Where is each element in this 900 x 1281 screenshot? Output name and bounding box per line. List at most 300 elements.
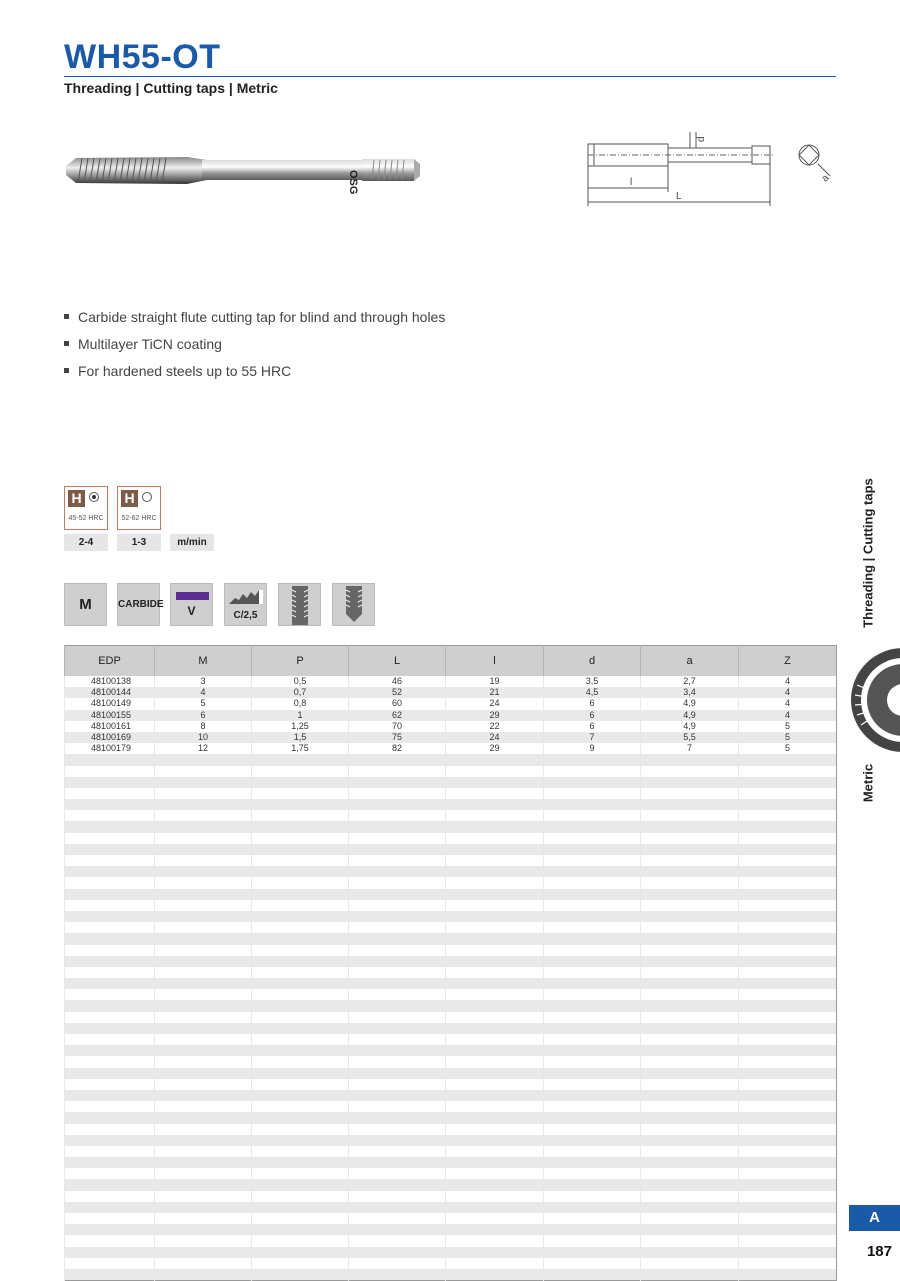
empty-cell: [65, 989, 155, 1000]
empty-cell: [155, 1247, 252, 1258]
empty-cell: [544, 1079, 641, 1090]
hardness-range: 52-62 HRC: [121, 515, 157, 522]
empty-cell: [155, 866, 252, 877]
empty-table-row: [65, 1023, 837, 1034]
empty-cell: [641, 1168, 739, 1179]
empty-cell: [739, 956, 837, 967]
empty-cell: [252, 1012, 349, 1023]
empty-cell: [544, 1112, 641, 1123]
hardness-letter: H: [68, 490, 85, 507]
empty-cell: [641, 1258, 739, 1269]
empty-cell: [155, 978, 252, 989]
empty-cell: [544, 911, 641, 922]
empty-cell: [739, 1168, 837, 1179]
empty-cell: [252, 866, 349, 877]
empty-table-row: [65, 777, 837, 788]
empty-cell: [65, 1168, 155, 1179]
empty-cell: [252, 844, 349, 855]
empty-cell: [739, 989, 837, 1000]
chamfer-label: C/2,5: [233, 610, 258, 621]
table-cell: 6: [544, 698, 641, 709]
table-cell: 12: [155, 743, 252, 754]
empty-cell: [65, 877, 155, 888]
empty-cell: [349, 1000, 446, 1011]
empty-table-row: [65, 1235, 837, 1246]
empty-cell: [446, 1135, 544, 1146]
empty-cell: [544, 1191, 641, 1202]
speed-unit: m/min: [170, 534, 214, 551]
empty-cell: [446, 799, 544, 810]
empty-cell: [641, 754, 739, 765]
empty-cell: [544, 1135, 641, 1146]
empty-table-row: [65, 855, 837, 866]
empty-cell: [349, 922, 446, 933]
dim-a-label: a: [819, 172, 832, 185]
empty-cell: [739, 855, 837, 866]
speed-value: 2-4: [64, 534, 108, 551]
table-cell: 4,5: [544, 687, 641, 698]
empty-cell: [65, 1213, 155, 1224]
empty-cell: [739, 1112, 837, 1123]
empty-cell: [544, 844, 641, 855]
empty-cell: [65, 1112, 155, 1123]
empty-cell: [641, 911, 739, 922]
empty-cell: [65, 1023, 155, 1034]
empty-cell: [739, 1012, 837, 1023]
empty-cell: [544, 877, 641, 888]
empty-cell: [446, 967, 544, 978]
empty-table-row: [65, 1146, 837, 1157]
empty-cell: [155, 833, 252, 844]
empty-cell: [155, 1056, 252, 1067]
table-cell: 1,75: [252, 743, 349, 754]
table-cell: 4: [155, 687, 252, 698]
empty-cell: [349, 1191, 446, 1202]
empty-cell: [65, 1179, 155, 1190]
empty-cell: [155, 1023, 252, 1034]
empty-cell: [349, 810, 446, 821]
table-row: [65, 687, 837, 698]
empty-cell: [65, 1258, 155, 1269]
empty-cell: [446, 945, 544, 956]
empty-cell: [446, 1213, 544, 1224]
col-header-edp: EDP: [65, 646, 155, 677]
empty-cell: [544, 933, 641, 944]
empty-cell: [544, 810, 641, 821]
empty-cell: [641, 866, 739, 877]
empty-cell: [544, 766, 641, 777]
empty-cell: [155, 1213, 252, 1224]
col-header-total-length: L: [349, 646, 446, 677]
empty-cell: [446, 1056, 544, 1067]
empty-table-row: [65, 1000, 837, 1011]
table-cell: 0,7: [252, 687, 349, 698]
empty-cell: [155, 855, 252, 866]
empty-cell: [544, 1157, 641, 1168]
empty-cell: [252, 900, 349, 911]
empty-table-row: [65, 922, 837, 933]
empty-cell: [65, 933, 155, 944]
empty-cell: [65, 1191, 155, 1202]
empty-cell: [739, 821, 837, 832]
empty-cell: [65, 799, 155, 810]
empty-cell: [252, 821, 349, 832]
empty-cell: [446, 1258, 544, 1269]
empty-cell: [155, 1045, 252, 1056]
empty-cell: [446, 1034, 544, 1045]
empty-cell: [446, 866, 544, 877]
empty-table-row: [65, 1168, 837, 1179]
empty-cell: [641, 978, 739, 989]
empty-table-row: [65, 911, 837, 922]
empty-cell: [155, 777, 252, 788]
empty-cell: [739, 1124, 837, 1135]
table-cell: 21: [446, 687, 544, 698]
empty-cell: [65, 1146, 155, 1157]
empty-cell: [349, 766, 446, 777]
empty-cell: [252, 1056, 349, 1067]
empty-cell: [252, 1269, 349, 1281]
empty-table-row: [65, 933, 837, 944]
empty-cell: [252, 978, 349, 989]
empty-cell: [65, 978, 155, 989]
speed-value: 1-3: [117, 534, 161, 551]
through-hole-icon: [278, 583, 321, 626]
table-cell: 48100138: [65, 676, 155, 687]
empty-cell: [544, 1168, 641, 1179]
empty-cell: [252, 855, 349, 866]
empty-table-row: [65, 1079, 837, 1090]
empty-cell: [252, 777, 349, 788]
empty-cell: [65, 1090, 155, 1101]
table-header-row: [65, 646, 837, 677]
empty-cell: [641, 900, 739, 911]
empty-cell: [544, 1012, 641, 1023]
table-cell: 9: [544, 743, 641, 754]
empty-cell: [446, 821, 544, 832]
empty-cell: [349, 1213, 446, 1224]
metric-standard-icon: [64, 583, 107, 626]
empty-cell: [252, 877, 349, 888]
empty-cell: [544, 1045, 641, 1056]
empty-cell: [544, 1000, 641, 1011]
empty-cell: [155, 1101, 252, 1112]
side-category-tab: [854, 468, 882, 638]
empty-cell: [252, 1101, 349, 1112]
empty-cell: [544, 978, 641, 989]
empty-cell: [446, 1124, 544, 1135]
col-header-m: M: [155, 646, 252, 677]
empty-cell: [544, 1247, 641, 1258]
empty-cell: [65, 1202, 155, 1213]
empty-cell: [155, 1146, 252, 1157]
empty-table-row: [65, 1034, 837, 1045]
empty-cell: [252, 766, 349, 777]
empty-cell: [641, 1045, 739, 1056]
empty-cell: [349, 1056, 446, 1067]
empty-cell: [544, 1202, 641, 1213]
empty-cell: [446, 833, 544, 844]
feature-item: For hardened steels up to 55 HRC: [64, 362, 445, 389]
empty-cell: [349, 978, 446, 989]
empty-cell: [65, 1000, 155, 1011]
table-cell: 70: [349, 721, 446, 732]
empty-cell: [349, 855, 446, 866]
table-cell: 4: [739, 698, 837, 709]
empty-cell: [252, 1179, 349, 1190]
empty-cell: [739, 1045, 837, 1056]
feature-item: Carbide straight flute cutting tap for blind and through holes: [64, 308, 445, 335]
empty-cell: [155, 810, 252, 821]
empty-cell: [739, 1000, 837, 1011]
empty-table-row: [65, 1247, 837, 1258]
empty-cell: [544, 754, 641, 765]
empty-cell: [641, 1124, 739, 1135]
empty-cell: [155, 1135, 252, 1146]
empty-cell: [739, 1090, 837, 1101]
empty-cell: [65, 1045, 155, 1056]
empty-cell: [252, 989, 349, 1000]
empty-cell: [739, 833, 837, 844]
empty-cell: [446, 777, 544, 788]
empty-cell: [446, 1247, 544, 1258]
table-cell: 75: [349, 732, 446, 743]
empty-cell: [739, 1157, 837, 1168]
empty-table-row: [65, 1068, 837, 1079]
title-divider: [64, 76, 836, 77]
empty-cell: [641, 1179, 739, 1190]
empty-cell: [641, 1135, 739, 1146]
col-header-p: P: [252, 646, 349, 677]
empty-cell: [252, 922, 349, 933]
empty-cell: [544, 967, 641, 978]
empty-cell: [641, 1056, 739, 1067]
empty-cell: [349, 788, 446, 799]
empty-cell: [544, 900, 641, 911]
empty-cell: [544, 799, 641, 810]
empty-cell: [155, 956, 252, 967]
empty-table-row: [65, 810, 837, 821]
empty-cell: [641, 833, 739, 844]
empty-cell: [544, 1235, 641, 1246]
empty-table-row: [65, 1157, 837, 1168]
table-cell: 4: [739, 687, 837, 698]
empty-cell: [446, 754, 544, 765]
empty-table-row: [65, 1045, 837, 1056]
table-cell: 5,5: [641, 732, 739, 743]
empty-cell: [446, 978, 544, 989]
empty-cell: [155, 1258, 252, 1269]
col-header-a: a: [641, 646, 739, 677]
standard-label: M: [79, 596, 92, 613]
table-cell: 19: [446, 676, 544, 687]
empty-cell: [155, 989, 252, 1000]
empty-cell: [544, 956, 641, 967]
empty-cell: [739, 900, 837, 911]
table-cell: 48100144: [65, 687, 155, 698]
empty-cell: [349, 956, 446, 967]
empty-cell: [155, 799, 252, 810]
empty-cell: [155, 1269, 252, 1281]
side-subcategory-label: Metric: [860, 763, 876, 803]
empty-cell: [544, 777, 641, 788]
empty-cell: [65, 1269, 155, 1281]
empty-cell: [252, 1045, 349, 1056]
table-row: [65, 721, 837, 732]
empty-table-row: [65, 1101, 837, 1112]
empty-cell: [446, 1023, 544, 1034]
empty-cell: [349, 911, 446, 922]
table-cell: 6: [544, 721, 641, 732]
empty-cell: [155, 1000, 252, 1011]
material-label: CARBIDE: [118, 599, 164, 610]
empty-cell: [349, 754, 446, 765]
empty-cell: [155, 877, 252, 888]
table-row: [65, 743, 837, 754]
empty-table-row: [65, 821, 837, 832]
table-cell: 5: [739, 721, 837, 732]
empty-cell: [739, 877, 837, 888]
empty-cell: [349, 1045, 446, 1056]
empty-table-row: [65, 1012, 837, 1023]
empty-cell: [349, 1034, 446, 1045]
empty-cell: [252, 833, 349, 844]
empty-cell: [252, 1000, 349, 1011]
empty-cell: [252, 1224, 349, 1235]
empty-cell: [65, 1034, 155, 1045]
empty-cell: [252, 1213, 349, 1224]
empty-cell: [446, 900, 544, 911]
empty-cell: [641, 1247, 739, 1258]
empty-cell: [641, 1000, 739, 1011]
empty-cell: [155, 911, 252, 922]
empty-cell: [446, 1157, 544, 1168]
empty-cell: [739, 1258, 837, 1269]
empty-cell: [349, 1124, 446, 1135]
empty-cell: [349, 799, 446, 810]
empty-cell: [446, 766, 544, 777]
empty-cell: [65, 810, 155, 821]
empty-cell: [739, 1023, 837, 1034]
empty-cell: [252, 1124, 349, 1135]
table-cell: 24: [446, 732, 544, 743]
empty-cell: [65, 1247, 155, 1258]
empty-table-row: [65, 978, 837, 989]
table-cell: 0,8: [252, 698, 349, 709]
table-cell: 5: [739, 743, 837, 754]
empty-cell: [252, 1157, 349, 1168]
empty-cell: [252, 1258, 349, 1269]
empty-cell: [641, 1068, 739, 1079]
table-body: [65, 676, 837, 1281]
empty-cell: [544, 1101, 641, 1112]
empty-cell: [155, 889, 252, 900]
empty-cell: [252, 933, 349, 944]
empty-cell: [446, 1090, 544, 1101]
empty-table-row: [65, 1124, 837, 1135]
empty-cell: [544, 1224, 641, 1235]
feature-list: [64, 308, 445, 389]
empty-cell: [641, 1213, 739, 1224]
empty-cell: [65, 1157, 155, 1168]
empty-cell: [252, 810, 349, 821]
empty-cell: [739, 922, 837, 933]
coating-icon: [170, 583, 213, 626]
empty-table-row: [65, 956, 837, 967]
hardness-box-45-52: [64, 486, 108, 530]
table-row: [65, 698, 837, 709]
empty-cell: [65, 911, 155, 922]
table-cell: 3: [155, 676, 252, 687]
col-header-thread-length: l: [446, 646, 544, 677]
empty-cell: [446, 1112, 544, 1123]
empty-cell: [739, 933, 837, 944]
empty-table-row: [65, 1191, 837, 1202]
empty-cell: [739, 1101, 837, 1112]
empty-cell: [252, 1202, 349, 1213]
empty-cell: [65, 1068, 155, 1079]
empty-cell: [544, 1179, 641, 1190]
table-cell: 48100155: [65, 710, 155, 721]
dim-l-label: l: [630, 177, 633, 188]
empty-cell: [65, 766, 155, 777]
table-row: [65, 710, 837, 721]
empty-cell: [349, 877, 446, 888]
empty-cell: [446, 1079, 544, 1090]
empty-cell: [65, 889, 155, 900]
empty-cell: [349, 1235, 446, 1246]
empty-cell: [65, 922, 155, 933]
empty-cell: [349, 866, 446, 877]
empty-cell: [349, 1068, 446, 1079]
empty-cell: [739, 1224, 837, 1235]
empty-cell: [349, 1224, 446, 1235]
empty-cell: [544, 821, 641, 832]
empty-cell: [446, 844, 544, 855]
empty-table-row: [65, 989, 837, 1000]
empty-cell: [252, 956, 349, 967]
coating-label: V: [187, 604, 196, 618]
product-table: [64, 645, 837, 1281]
empty-cell: [252, 1079, 349, 1090]
empty-cell: [155, 922, 252, 933]
empty-cell: [349, 1247, 446, 1258]
empty-table-row: [65, 1224, 837, 1235]
col-header-d: d: [544, 646, 641, 677]
empty-cell: [155, 821, 252, 832]
empty-cell: [65, 1012, 155, 1023]
empty-cell: [446, 788, 544, 799]
empty-cell: [641, 810, 739, 821]
empty-cell: [641, 1101, 739, 1112]
table-cell: 4,9: [641, 710, 739, 721]
empty-cell: [65, 821, 155, 832]
empty-cell: [446, 877, 544, 888]
empty-cell: [739, 810, 837, 821]
empty-table-row: [65, 1258, 837, 1269]
empty-table-row: [65, 1179, 837, 1190]
empty-cell: [155, 900, 252, 911]
empty-cell: [155, 1191, 252, 1202]
empty-cell: [739, 754, 837, 765]
empty-cell: [446, 810, 544, 821]
table-cell: 1: [252, 710, 349, 721]
table-cell: 52: [349, 687, 446, 698]
empty-cell: [155, 1079, 252, 1090]
hardness-box-52-62: [117, 486, 161, 530]
dim-L-label: L: [676, 191, 682, 202]
empty-cell: [65, 945, 155, 956]
